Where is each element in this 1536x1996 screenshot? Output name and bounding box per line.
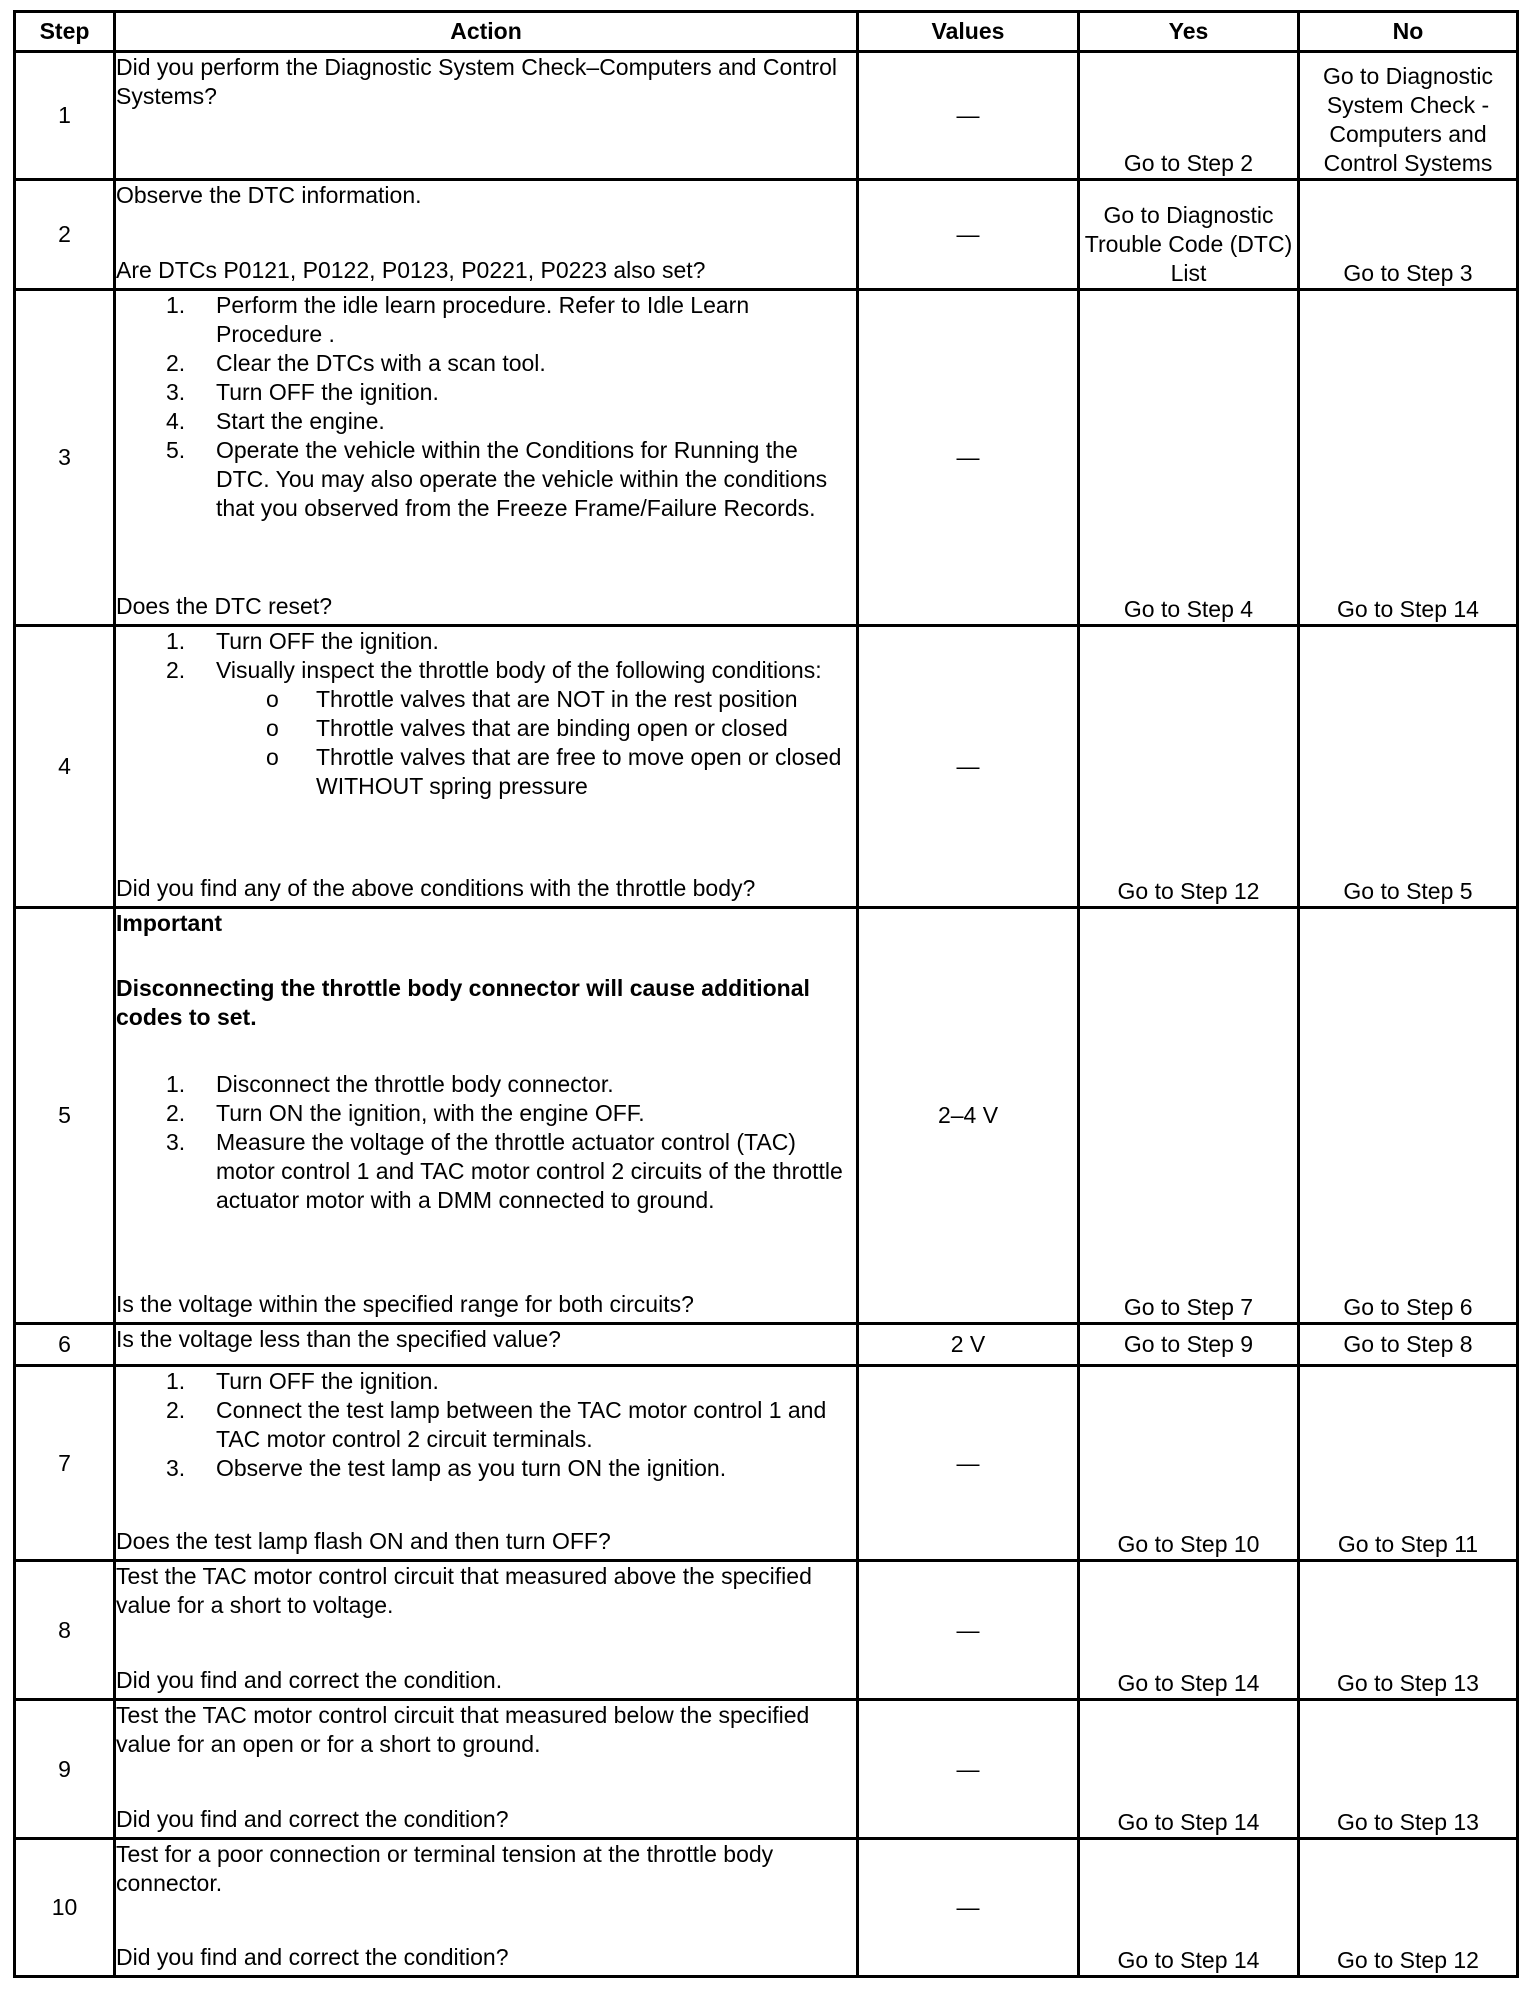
action-body [116, 181, 856, 210]
action-cell [115, 180, 858, 290]
value-cell: — [858, 52, 1079, 180]
step-text: Turn ON the ignition, with the engine OFF. [216, 1100, 645, 1126]
step-number: 5. [166, 437, 186, 463]
action-cell [115, 908, 858, 1324]
step-text: Disconnect the throttle body connector. [216, 1071, 614, 1097]
action-content [116, 627, 856, 903]
step-text: Turn OFF the ignition. [216, 379, 439, 405]
step-cell: 10 [15, 1839, 115, 1977]
procedure-step [116, 1367, 856, 1396]
important-text: Disconnecting the throttle body connector will cause additional codes to set. [116, 975, 810, 1030]
procedure-step [116, 1070, 856, 1099]
action-body [116, 627, 856, 801]
value-cell: — [858, 180, 1079, 290]
header-no: No [1299, 12, 1518, 52]
action-text: Observe the DTC information. [116, 182, 422, 208]
step-number: 3. [166, 1129, 186, 1155]
action-text: Test the TAC motor control circuit that measured below the specified value for an open or for a short to ground. [116, 1702, 810, 1757]
procedure-list [116, 1367, 856, 1483]
table-row [15, 1839, 1518, 1977]
action-cell [115, 290, 858, 626]
action-body [116, 291, 856, 523]
step-number: 1. [166, 1368, 186, 1394]
action-content [116, 1367, 856, 1556]
step-cell: 3 [15, 290, 115, 626]
no-cell: Go to Step 6 [1299, 908, 1518, 1324]
action-question: Did you find and correct the condition. [116, 1667, 503, 1693]
no-cell: Go to Step 3 [1299, 180, 1518, 290]
step-text: Measure the voltage of the throttle actuator control (TAC) motor control 1 and TAC motor control 2 circuits of the throttle actuator motor with a DMM connected to ground. [216, 1129, 843, 1213]
step-text: Visually inspect the throttle body of the following conditions: [216, 657, 822, 683]
action-body [116, 1367, 856, 1483]
yes-cell: Go to Step 4 [1079, 290, 1299, 626]
no-cell: Go to Step 14 [1299, 290, 1518, 626]
value-cell: — [858, 1366, 1079, 1561]
step-number: 3. [166, 1455, 186, 1481]
action-content [116, 291, 856, 621]
step-cell: 6 [15, 1324, 115, 1366]
action-body [116, 1325, 856, 1354]
action-content [116, 53, 856, 175]
action-text: Is the voltage less than the specified value? [116, 1326, 561, 1352]
yes-cell: Go to Step 7 [1079, 908, 1299, 1324]
yes-cell: Go to Step 9 [1079, 1324, 1299, 1366]
step-text: Start the engine. [216, 408, 385, 434]
action-content [116, 1562, 856, 1695]
value-cell: — [858, 626, 1079, 908]
no-cell: Go to Step 12 [1299, 1839, 1518, 1977]
table-row [15, 52, 1518, 180]
procedure-step [116, 1099, 856, 1128]
header-step: Step [15, 12, 115, 52]
no-cell: Go to Step 13 [1299, 1700, 1518, 1839]
action-cell [115, 1561, 858, 1700]
step-number: 1. [166, 1071, 186, 1097]
no-cell: Go to Step 13 [1299, 1561, 1518, 1700]
yes-cell: Go to Step 14 [1079, 1561, 1299, 1700]
step-cell: 1 [15, 52, 115, 180]
no-cell: Go to Diagnostic System Check - Computers and Control Systems [1299, 52, 1518, 180]
table-row [15, 290, 1518, 626]
action-body [116, 1701, 856, 1759]
procedure-list [116, 627, 856, 685]
yes-cell: Go to Step 2 [1079, 52, 1299, 180]
no-cell: Go to Step 5 [1299, 626, 1518, 908]
action-cell [115, 1324, 858, 1366]
step-number: 2. [166, 1397, 186, 1423]
action-cell [115, 1700, 858, 1839]
action-text: Test for a poor connection or terminal tension at the throttle body connector. [116, 1841, 774, 1896]
bullet-marker: o [266, 686, 279, 712]
action-content [116, 1701, 856, 1834]
no-cell: Go to Step 11 [1299, 1366, 1518, 1561]
step-number: 2. [166, 350, 186, 376]
table-row [15, 1366, 1518, 1561]
action-body [116, 1562, 856, 1620]
header-action: Action [115, 12, 858, 52]
value-cell: — [858, 1561, 1079, 1700]
step-text: Turn OFF the ignition. [216, 1368, 439, 1394]
header-values: Values [858, 12, 1079, 52]
table-row [15, 1561, 1518, 1700]
condition-item [116, 714, 856, 743]
action-cell [115, 626, 858, 908]
action-question: Is the voltage within the specified range for both circuits? [116, 1291, 694, 1317]
table-row [15, 1700, 1518, 1839]
header-row [15, 12, 1518, 52]
condition-text: Throttle valves that are NOT in the rest position [316, 686, 798, 712]
condition-text: Throttle valves that are free to move open or closed WITHOUT spring pressure [316, 744, 842, 799]
action-content [116, 181, 856, 285]
procedure-step [116, 1128, 856, 1215]
bullet-marker: o [266, 715, 279, 741]
value-cell: 2 V [858, 1324, 1079, 1366]
table-row [15, 908, 1518, 1324]
table-row [15, 1324, 1518, 1366]
procedure-step [116, 436, 856, 523]
action-cell [115, 1366, 858, 1561]
step-number: 1. [166, 628, 186, 654]
step-text: Turn OFF the ignition. [216, 628, 439, 654]
step-number: 2. [166, 1100, 186, 1126]
action-question: Did you find and correct the condition? [116, 1806, 509, 1832]
action-text: Did you perform the Diagnostic System Check–Computers and Control Systems? [116, 54, 837, 109]
step-text: Observe the test lamp as you turn ON the ignition. [216, 1455, 727, 1481]
action-body [116, 53, 856, 111]
step-cell: 8 [15, 1561, 115, 1700]
action-text: Test the TAC motor control circuit that measured above the specified value for a short to voltage. [116, 1563, 812, 1618]
action-cell [115, 52, 858, 180]
condition-item [116, 743, 856, 801]
procedure-list [116, 291, 856, 523]
procedure-step [116, 291, 856, 349]
yes-cell: Go to Step 10 [1079, 1366, 1299, 1561]
action-question: Are DTCs P0121, P0122, P0123, P0221, P0223 also set? [116, 257, 706, 283]
procedure-step [116, 1454, 856, 1483]
procedure-step [116, 349, 856, 378]
value-cell: — [858, 1839, 1079, 1977]
step-number: 4. [166, 408, 186, 434]
yes-cell: Go to Step 12 [1079, 626, 1299, 908]
value-cell: 2–4 V [858, 908, 1079, 1324]
step-number: 2. [166, 657, 186, 683]
action-question: Does the test lamp flash ON and then turn OFF? [116, 1528, 611, 1554]
step-text: Connect the test lamp between the TAC motor control 1 and TAC motor control 2 circuit terminals. [216, 1397, 827, 1452]
yes-cell: Go to Step 14 [1079, 1839, 1299, 1977]
step-text: Perform the idle learn procedure. Refer to Idle Learn Procedure . [216, 292, 750, 347]
action-content [116, 909, 856, 1319]
action-body [116, 909, 856, 1215]
yes-cell: Go to Diagnostic Trouble Code (DTC) List [1079, 180, 1299, 290]
important-title: Important [116, 910, 223, 936]
yes-cell: Go to Step 14 [1079, 1700, 1299, 1839]
action-body [116, 1840, 856, 1898]
procedure-step [116, 407, 856, 436]
condition-text: Throttle valves that are binding open or closed [316, 715, 788, 741]
value-cell: — [858, 290, 1079, 626]
step-cell: 2 [15, 180, 115, 290]
no-cell: Go to Step 8 [1299, 1324, 1518, 1366]
action-question: Does the DTC reset? [116, 593, 333, 619]
action-content [116, 1840, 856, 1972]
action-cell [115, 1839, 858, 1977]
action-question: Did you find any of the above conditions with the throttle body? [116, 875, 756, 901]
table-row [15, 626, 1518, 908]
step-number: 1. [166, 292, 186, 318]
bullet-marker: o [266, 744, 279, 770]
action-question: Did you find and correct the condition? [116, 1944, 509, 1970]
procedure-step [116, 378, 856, 407]
step-text: Operate the vehicle within the Conditions for Running the DTC. You may also operate the vehicle within the conditions that you observed from the Freeze Frame/Failure Records. [216, 437, 828, 521]
procedure-list [116, 1070, 856, 1215]
procedure-step [116, 656, 856, 685]
step-number: 3. [166, 379, 186, 405]
header-yes: Yes [1079, 12, 1299, 52]
table-body [15, 52, 1518, 1977]
value-cell: — [858, 1700, 1079, 1839]
step-cell: 9 [15, 1700, 115, 1839]
table-row [15, 180, 1518, 290]
step-cell: 5 [15, 908, 115, 1324]
action-content [116, 1325, 856, 1361]
step-text: Clear the DTCs with a scan tool. [216, 350, 546, 376]
diagnostic-table [13, 10, 1519, 1978]
procedure-step [116, 1396, 856, 1454]
step-cell: 4 [15, 626, 115, 908]
procedure-step [116, 627, 856, 656]
step-cell: 7 [15, 1366, 115, 1561]
condition-list [116, 685, 856, 801]
condition-item [116, 685, 856, 714]
